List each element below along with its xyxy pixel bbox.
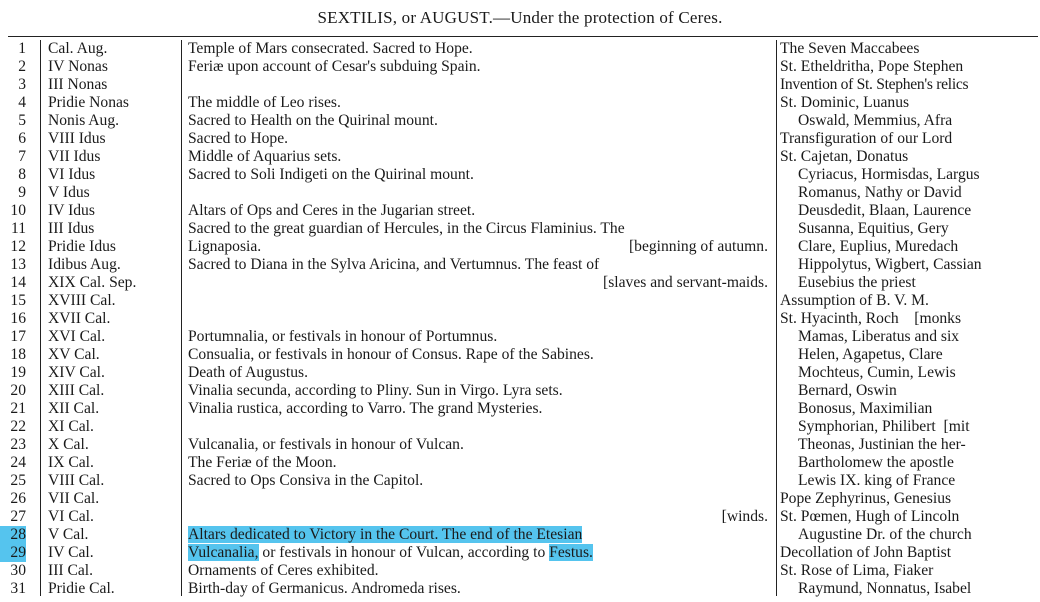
- roman-date: XIV Cal.: [48, 364, 105, 381]
- divider-day-roman: [40, 40, 41, 596]
- day-number: 31: [10, 580, 26, 597]
- roman-date: XVII Cal.: [48, 310, 111, 327]
- day-number: 6: [18, 130, 26, 147]
- top-rule: [8, 36, 1038, 37]
- saint-text: St. Cajetan, Donatus: [780, 148, 909, 165]
- saint-text: Pope Zephyrinus, Genesius: [780, 490, 952, 507]
- roman-date-column: [48, 40, 180, 598]
- roman-date: X Cal.: [48, 436, 89, 453]
- saint-text: Mochteus, Cumin, Lewis: [798, 364, 956, 381]
- event-text: Sacred to Diana in the Sylva Aricina, and Vertumnus. The feast of: [188, 256, 600, 273]
- event-text: Portumnalia, or festivals in honour of Portumnus.: [188, 328, 498, 345]
- roman-date: IV Idus: [48, 202, 95, 219]
- event-line: [188, 544, 772, 562]
- day-number: 4: [18, 94, 26, 111]
- saint-text: St. Rose of Lima, Fiaker: [780, 562, 934, 579]
- event-line: [188, 238, 772, 256]
- event-text: Sacred to Ops Consiva in the Capitol.: [188, 472, 424, 489]
- saint-text: Cyriacus, Hormisdas, Largus: [798, 166, 980, 183]
- day-number: 20: [10, 382, 26, 399]
- event-text: Feriæ upon account of Cesar's subduing Spain.: [188, 58, 481, 75]
- roman-date: VI Cal.: [48, 508, 94, 525]
- event-text: Death of Augustus.: [188, 364, 308, 381]
- event-text: Sacred to Health on the Quirinal mount.: [188, 112, 438, 129]
- saint-text: St. Hyacinth, Roch [monks: [780, 310, 962, 327]
- roman-date: Pridie Cal.: [48, 580, 115, 597]
- event-line: [188, 526, 772, 544]
- roman-date: Nonis Aug.: [48, 112, 120, 129]
- day-column: [0, 40, 40, 598]
- day-number: 27: [10, 508, 26, 525]
- highlighted-event-text: Altars dedicated to Victory in the Court. The end of the Etesian: [188, 526, 583, 543]
- roman-date: III Cal.: [48, 562, 94, 579]
- event-text: Middle of Aquarius sets.: [188, 148, 342, 165]
- event-continuation: [slaves and servant-maids.: [603, 274, 768, 291]
- event-text: Consualia, or festivals in honour of Consus. Rape of the Sabines.: [188, 346, 594, 363]
- saint-text: Oswald, Memmius, Afra: [798, 112, 953, 129]
- day-number: 5: [18, 112, 26, 129]
- saint-text: Symphorian, Philibert [mit: [798, 418, 970, 435]
- event-text: [188, 76, 772, 94]
- day-number: 13: [10, 256, 26, 273]
- highlighted-text: Vulcanalia,: [188, 544, 259, 561]
- day-number: 12: [10, 238, 26, 255]
- day-number: 28: [0, 526, 26, 544]
- saint-text: Bartholomew the apostle: [798, 454, 954, 471]
- day-number: 10: [10, 202, 26, 219]
- saint-text: Hippolytus, Wigbert, Cassian: [798, 256, 982, 273]
- saint-text: St. Dominic, Luanus: [780, 94, 910, 111]
- divider-roman-event: [181, 40, 182, 596]
- day-number: 2: [18, 58, 26, 75]
- day-number: 14: [10, 274, 26, 291]
- roman-date: VI Idus: [48, 166, 96, 183]
- saint-text: Assumption of B. V. M.: [780, 292, 929, 309]
- event-text: Sacred to Soli Indigeti on the Quirinal mount.: [188, 166, 474, 183]
- event-text: [188, 184, 772, 202]
- event-continuation: [beginning of autumn.: [628, 238, 768, 255]
- day-number: 9: [18, 184, 26, 201]
- event-text: The Feriæ of the Moon.: [188, 454, 337, 471]
- roman-date: IV Cal.: [48, 544, 94, 561]
- event-text: Lignaposia.: [188, 238, 262, 255]
- roman-date: Cal. Aug.: [48, 40, 108, 57]
- roman-date: XVI Cal.: [48, 328, 106, 345]
- roman-date: XII Cal.: [48, 400, 100, 417]
- saint-text: St. Pœmen, Hugh of Lincoln: [780, 508, 960, 525]
- roman-date: VII Cal.: [48, 490, 100, 507]
- event-text: Ornaments of Ceres exhibited.: [188, 562, 379, 579]
- event-text: The middle of Leo rises.: [188, 94, 341, 111]
- saint-column: [780, 40, 1038, 598]
- roman-date: Idibus Aug.: [48, 256, 121, 273]
- day-number: 24: [10, 454, 26, 471]
- saint-text: St. Etheldritha, Pope Stephen: [780, 58, 964, 75]
- day-number: 26: [10, 490, 26, 507]
- event-text: Vinalia secunda, according to Pliny. Sun in Virgo. Lyra sets.: [188, 382, 563, 399]
- event-text: Sacred to the great guardian of Hercules, in the Circus Flaminius. The: [188, 220, 625, 237]
- saint-text: Romanus, Nathy or David: [798, 184, 962, 201]
- event-text: [188, 292, 772, 310]
- roman-date: XI Cal.: [48, 418, 94, 435]
- saint-text: Eusebius the priest: [798, 274, 916, 291]
- day-number: 7: [18, 148, 26, 165]
- day-number: 8: [18, 166, 26, 183]
- saint-text: Augustine Dr. of the church: [798, 526, 972, 543]
- day-number: 11: [10, 220, 26, 237]
- day-number: 17: [10, 328, 26, 345]
- day-number: 30: [10, 562, 26, 579]
- roman-date: VIII Cal.: [48, 472, 105, 489]
- day-number: 3: [18, 76, 26, 93]
- day-number: 15: [10, 292, 26, 309]
- event-text: Vinalia rustica, according to Varro. The grand Mysteries.: [188, 400, 543, 417]
- saint-text: Susanna, Equitius, Gery: [798, 220, 949, 237]
- day-number: 19: [10, 364, 26, 381]
- event-text: [188, 490, 772, 508]
- saint-text: The Seven Maccabees: [780, 40, 920, 57]
- day-number: 23: [10, 436, 26, 453]
- saint-text: Bonosus, Maximilian: [798, 400, 933, 417]
- event-continuation: [winds.: [721, 508, 768, 525]
- roman-date: XV Cal.: [48, 346, 100, 363]
- roman-date: Pridie Nonas: [48, 94, 129, 111]
- day-number: 25: [10, 472, 26, 489]
- event-text: Altars of Ops and Ceres in the Jugarian street.: [188, 202, 476, 219]
- event-column: [188, 40, 772, 598]
- roman-date: XIX Cal. Sep.: [48, 274, 137, 291]
- event-text: [188, 418, 772, 436]
- day-number: 16: [10, 310, 26, 327]
- saint-text: Deusdedit, Blaan, Laurence: [798, 202, 972, 219]
- highlighted-text: Festus.: [549, 544, 593, 561]
- saint-text: Decollation of John Baptist: [780, 544, 952, 561]
- day-number: 18: [10, 346, 26, 363]
- saint-text: Clare, Euplius, Muredach: [798, 238, 959, 255]
- roman-date: VIII Idus: [48, 130, 106, 147]
- saint-text: Mamas, Liberatus and six: [798, 328, 960, 345]
- roman-date: XVIII Cal.: [48, 292, 116, 309]
- roman-date: III Nonas: [48, 76, 108, 93]
- saint-text: Raymund, Nonnatus, Isabel: [798, 580, 972, 597]
- roman-date: XIII Cal.: [48, 382, 105, 399]
- roman-date: Pridie Idus: [48, 238, 117, 255]
- event-text: Sacred to Hope.: [188, 130, 289, 147]
- saint-text: Helen, Agapetus, Clare: [798, 346, 943, 363]
- event-text: Temple of Mars consecrated. Sacred to Hope.: [188, 40, 473, 57]
- event-text: Birth-day of Germanicus. Andromeda rises.: [188, 580, 461, 597]
- roman-date: IV Nonas: [48, 58, 108, 75]
- day-number: 22: [10, 418, 26, 435]
- day-number: 29: [0, 544, 26, 562]
- roman-date: IX Cal.: [48, 454, 94, 471]
- saint-text: Transfiguration of our Lord: [780, 130, 953, 147]
- saint-text: Invention of St. Stephen's relics: [780, 76, 969, 93]
- event-text: Vulcanalia, or festivals in honour of Vulcan.: [188, 436, 464, 453]
- divider-event-saint: [776, 40, 777, 596]
- day-number: 1: [18, 40, 26, 57]
- saint-text: Theonas, Justinian the her-: [798, 436, 966, 453]
- roman-date: V Idus: [48, 184, 90, 201]
- page-title: SEXTILIS, or AUGUST.—Under the protection of Ceres.: [317, 8, 723, 27]
- roman-date: III Idus: [48, 220, 95, 237]
- day-number: 21: [10, 400, 26, 417]
- saint-text: Lewis IX. king of France: [798, 472, 956, 489]
- roman-date: VII Idus: [48, 148, 101, 165]
- event-text: [188, 310, 772, 328]
- event-text: or festivals in honour of Vulcan, according to: [258, 544, 550, 561]
- roman-date: V Cal.: [48, 526, 89, 543]
- saint-text: Bernard, Oswin: [798, 382, 897, 399]
